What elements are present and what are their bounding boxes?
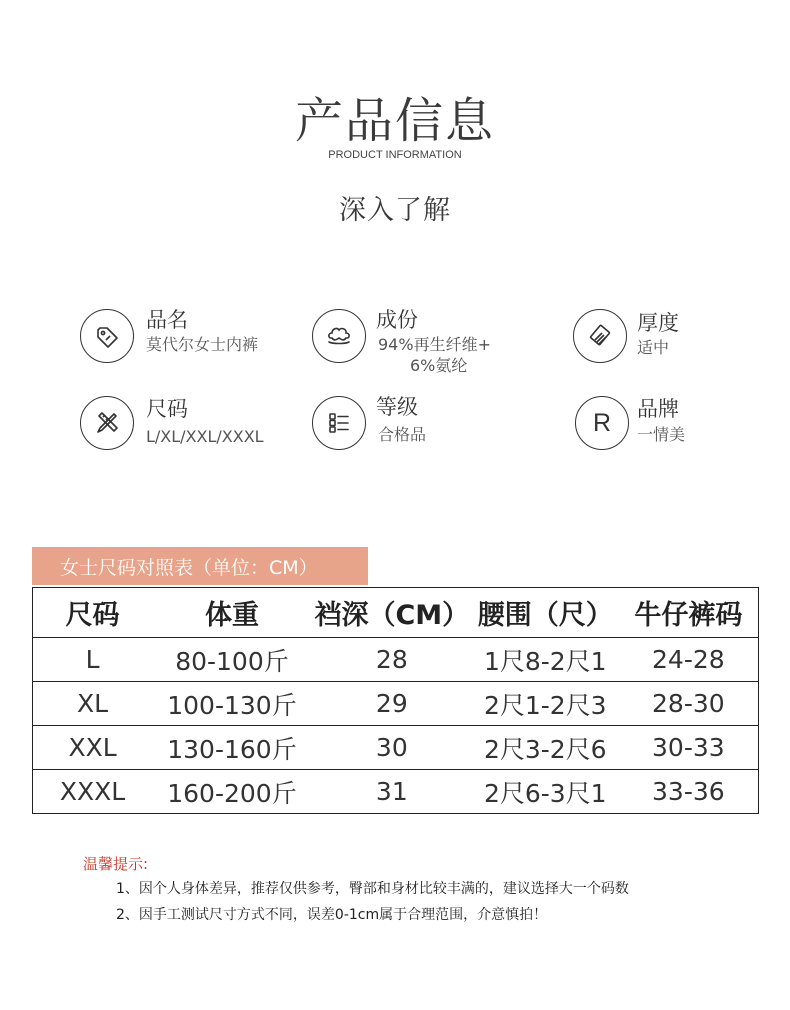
size-chart-caption: 女士尺码对照表（单位：CM） bbox=[32, 547, 368, 585]
info-label-brand: 品牌 bbox=[637, 397, 679, 421]
info-value-brand: 一情美 bbox=[637, 425, 686, 444]
table-cell-weight: 160-200斤 bbox=[152, 770, 312, 814]
table-row bbox=[33, 682, 759, 726]
table-row bbox=[33, 638, 759, 682]
info-value-thickness: 适中 bbox=[637, 338, 670, 357]
size-chart-table bbox=[32, 587, 759, 814]
table-cell-jeans-size: 24-28 bbox=[619, 638, 759, 682]
table-cell-rise: 28 bbox=[312, 638, 472, 682]
table-cell-waist: 2尺1-2尺3 bbox=[472, 682, 619, 726]
table-cell-jeans-size: 28-30 bbox=[619, 682, 759, 726]
tag-icon bbox=[80, 309, 134, 363]
table-cell-jeans-size: 30-33 bbox=[619, 726, 759, 770]
table-cell-rise: 29 bbox=[312, 682, 472, 726]
page-subtitle: PRODUCT INFORMATION bbox=[328, 149, 462, 161]
fabric-cloud-icon bbox=[312, 309, 366, 363]
table-row bbox=[33, 770, 759, 814]
list-icon bbox=[312, 396, 366, 450]
tip-item: 1、因个人身体差异，推荐仅供参考，臀部和身材比较丰满的，建议选择大一个码数 bbox=[116, 881, 629, 897]
table-header-rise: 裆深（CM） bbox=[312, 588, 472, 638]
table-cell-size: L bbox=[33, 638, 153, 682]
info-label-name: 品名 bbox=[146, 308, 188, 332]
info-label-thickness: 厚度 bbox=[637, 311, 679, 335]
info-value-composition-line1: 94%再生纤维+ bbox=[378, 335, 491, 354]
table-cell-weight: 80-100斤 bbox=[152, 638, 312, 682]
page-tagline: 深入了解 bbox=[339, 195, 451, 226]
info-label-size: 尺码 bbox=[146, 397, 188, 421]
table-cell-weight: 130-160斤 bbox=[152, 726, 312, 770]
table-cell-size: XL bbox=[33, 682, 153, 726]
table-cell-waist: 2尺3-2尺6 bbox=[472, 726, 619, 770]
info-value-grade: 合格品 bbox=[378, 425, 427, 444]
table-row bbox=[33, 726, 759, 770]
table-cell-rise: 30 bbox=[312, 726, 472, 770]
layered-fabric-icon bbox=[573, 309, 627, 363]
table-cell-size: XXL bbox=[33, 726, 153, 770]
ruler-pencil-icon bbox=[80, 396, 134, 450]
table-header-waist: 腰围（尺） bbox=[472, 588, 619, 638]
info-value-composition-line2: 6%氨纶 bbox=[410, 356, 468, 375]
info-label-grade: 等级 bbox=[376, 395, 418, 419]
tip-item: 2、因手工测试尺寸方式不同，误差0-1cm属于合理范围，介意慎拍！ bbox=[116, 907, 548, 923]
table-cell-waist: 2尺6-3尺1 bbox=[472, 770, 619, 814]
table-cell-weight: 100-130斤 bbox=[152, 682, 312, 726]
table-cell-waist: 1尺8-2尺1 bbox=[472, 638, 619, 682]
table-header-weight: 体重 bbox=[152, 588, 312, 638]
info-value-name: 莫代尔女士内裤 bbox=[146, 335, 259, 354]
registered-r-icon bbox=[575, 396, 629, 450]
tips-title: 温馨提示: bbox=[83, 855, 149, 873]
info-label-composition: 成份 bbox=[376, 308, 418, 332]
table-cell-jeans-size: 33-36 bbox=[619, 770, 759, 814]
registered-r-glyph: R bbox=[592, 408, 612, 437]
table-header-jeans-size: 牛仔裤码 bbox=[619, 588, 759, 638]
table-cell-size: XXXL bbox=[33, 770, 153, 814]
table-cell-rise: 31 bbox=[312, 770, 472, 814]
page-title: 产品信息 bbox=[294, 93, 495, 149]
table-header-row bbox=[33, 588, 759, 638]
table-header-size: 尺码 bbox=[33, 588, 153, 638]
info-value-size: L/XL/XXL/XXXL bbox=[146, 427, 264, 446]
